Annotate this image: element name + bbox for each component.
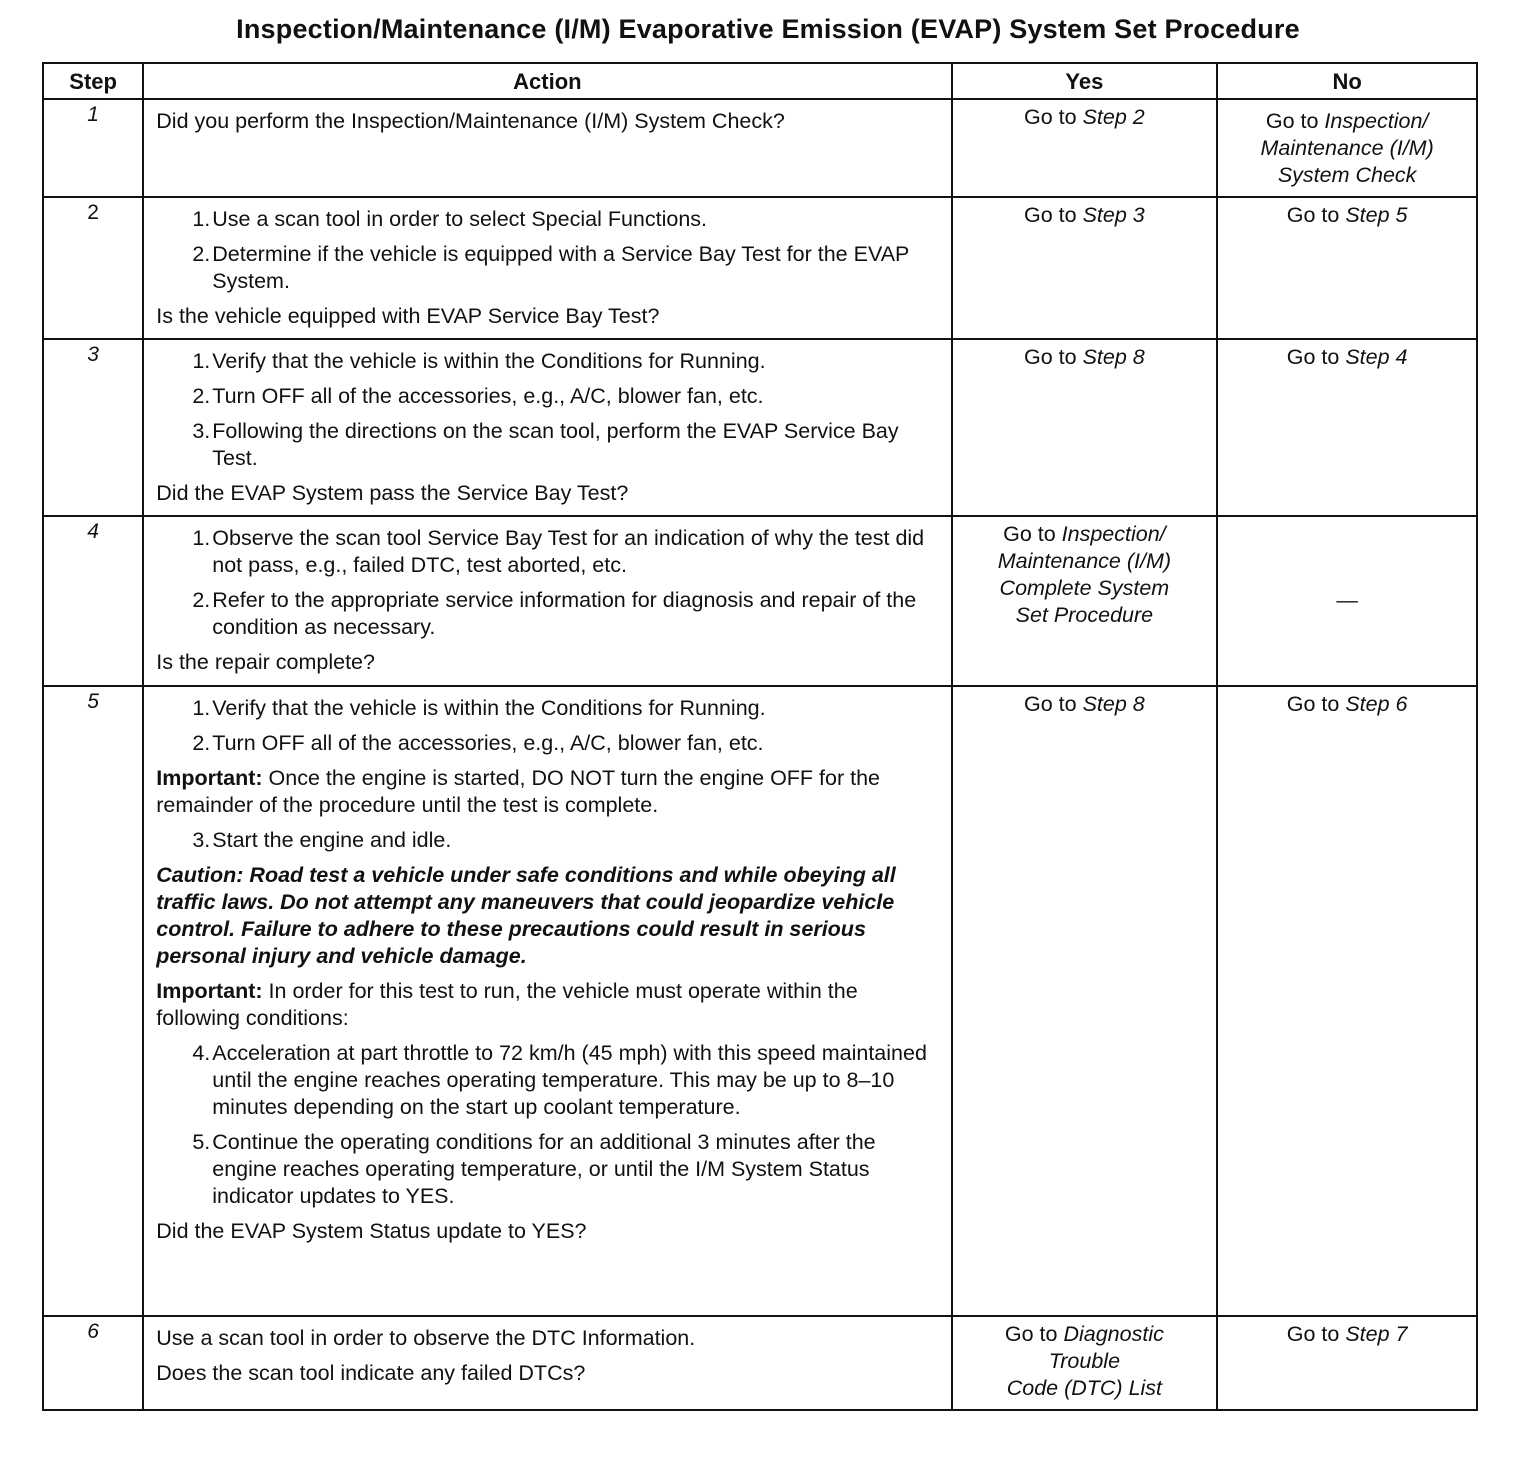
column-header-step: Step (43, 63, 143, 99)
item-text: Acceleration at part throttle to 72 km/h (45 mph) with this speed maintained until the engine reaches operating temperature. This may be up to 8–10 minutes depending on the start up coolant temperature. (212, 1041, 927, 1119)
yes-link[interactable]: Step 3 (1082, 203, 1145, 227)
action-cell (143, 197, 951, 339)
important-label: Important: (156, 979, 263, 1003)
item-text: Verify that the vehicle is within the Conditions for Running. (212, 696, 766, 720)
item-text: Determine if the vehicle is equipped with a Service Bay Test for the EVAP System. (212, 242, 909, 293)
item-text: Turn OFF all of the accessories, e.g., A/C, blower fan, etc. (212, 731, 764, 755)
action-question: Is the vehicle equipped with EVAP Service Bay Test? (156, 304, 660, 328)
item-number: 5. (192, 1130, 211, 1154)
action-text: Use a scan tool in order to observe the DTC Information. (156, 1326, 696, 1350)
item-number: 1. (192, 349, 211, 373)
no-prefix: Go to (1265, 109, 1325, 133)
no-outcome-dash: — (1336, 587, 1358, 612)
numbered-item (156, 827, 940, 854)
numbered-item (156, 241, 940, 295)
numbered-item (156, 1129, 940, 1210)
yes-cell (952, 99, 1218, 197)
step-number: 6 (43, 1316, 143, 1410)
item-number: 2. (192, 242, 211, 266)
important-note (156, 978, 940, 1032)
yes-prefix: Go to (1024, 692, 1083, 716)
yes-cell (952, 516, 1218, 686)
no-link[interactable]: Step 4 (1345, 345, 1408, 369)
item-number: 1. (192, 526, 211, 550)
action-cell (143, 339, 951, 516)
yes-prefix: Go to (1024, 105, 1083, 129)
caution-note: Caution: Road test a vehicle under safe conditions and while obeying all traffic laws. Do not attempt any maneuvers that could jeopardize vehicle control. Failure to adhere to these precautions could result in serious personal injury and vehicle damage. (156, 863, 896, 968)
no-cell (1217, 197, 1477, 339)
yes-cell (952, 197, 1218, 339)
step-number: 5 (43, 686, 143, 1316)
important-note (156, 765, 940, 819)
action-question: Did the EVAP System Status update to YES? (156, 1219, 587, 1243)
no-prefix: Go to (1286, 345, 1346, 369)
yes-link-line[interactable]: Set Procedure (1015, 603, 1154, 627)
numbered-item (156, 1040, 940, 1121)
item-number: 2. (192, 731, 211, 755)
table-row-step-6 (43, 1316, 1477, 1410)
action-cell (143, 516, 951, 686)
important-text: In order for this test to run, the vehicle must operate within the following conditions: (156, 979, 858, 1030)
column-header-no: No (1217, 63, 1477, 99)
item-number: 1. (192, 207, 211, 231)
item-number: 3. (192, 828, 211, 852)
column-header-action: Action (143, 63, 951, 99)
numbered-item (156, 587, 940, 641)
yes-link[interactable]: Step 8 (1082, 345, 1145, 369)
numbered-item (156, 383, 940, 410)
no-cell (1217, 339, 1477, 516)
numbered-item (156, 206, 940, 233)
item-text: Use a scan tool in order to select Special Functions. (212, 207, 708, 231)
item-text: Following the directions on the scan tool, perform the EVAP Service Bay Test. (212, 419, 899, 470)
numbered-item (156, 695, 940, 722)
yes-link[interactable]: Step 8 (1082, 692, 1145, 716)
table-row-step-3 (43, 339, 1477, 516)
no-link-line[interactable]: System Check (1277, 163, 1417, 187)
column-header-yes: Yes (952, 63, 1218, 99)
procedure-table (42, 62, 1478, 1411)
numbered-item (156, 348, 940, 375)
no-link[interactable]: Step 7 (1345, 1322, 1408, 1346)
no-prefix: Go to (1286, 1322, 1346, 1346)
item-number: 3. (192, 419, 211, 443)
action-cell (143, 1316, 951, 1410)
no-link[interactable]: Step 6 (1345, 692, 1408, 716)
yes-prefix: Go to (1004, 1322, 1064, 1346)
step-number: 4 (43, 516, 143, 686)
action-text: Did you perform the Inspection/Maintenance (I/M) System Check? (156, 109, 785, 133)
no-link-line[interactable]: Maintenance (I/M) (1260, 136, 1434, 160)
yes-cell (952, 686, 1218, 1316)
no-prefix: Go to (1286, 692, 1346, 716)
yes-link-line[interactable]: Inspection/ (1061, 522, 1166, 546)
item-number: 4. (192, 1041, 211, 1065)
numbered-item (156, 730, 940, 757)
yes-link-line[interactable]: Code (DTC) List (1006, 1376, 1163, 1400)
no-cell (1217, 516, 1477, 686)
item-text: Observe the scan tool Service Bay Test for an indication of why the test did not pass, e.g., failed DTC, test aborted, etc. (212, 526, 925, 577)
no-link-line[interactable]: Inspection/ (1324, 109, 1429, 133)
item-text: Continue the operating conditions for an additional 3 minutes after the engine reaches operating temperature, or until the I/M System Status indicator updates to YES. (212, 1130, 876, 1208)
step-number: 2 (43, 197, 143, 339)
yes-prefix: Go to (1003, 522, 1062, 546)
step-number: 1 (43, 99, 143, 197)
no-cell (1217, 686, 1477, 1316)
action-cell (143, 99, 951, 197)
item-number: 2. (192, 384, 211, 408)
yes-link-line[interactable]: Diagnostic (1063, 1322, 1164, 1346)
action-question: Did the EVAP System pass the Service Bay Test? (156, 481, 629, 505)
no-link[interactable]: Step 5 (1345, 203, 1408, 227)
page-title: Inspection/Maintenance (I/M) Evaporative Emission (EVAP) System Set Procedure (236, 14, 1300, 44)
item-text: Refer to the appropriate service information for diagnosis and repair of the condition as necessary. (212, 588, 917, 639)
yes-link-line[interactable]: Trouble (1048, 1349, 1121, 1373)
no-cell (1217, 1316, 1477, 1410)
item-number: 2. (192, 588, 211, 612)
no-cell (1217, 99, 1477, 197)
table-row-step-4 (43, 516, 1477, 686)
action-question: Does the scan tool indicate any failed DTCs? (156, 1361, 586, 1385)
yes-prefix: Go to (1024, 203, 1083, 227)
yes-link-line[interactable]: Maintenance (I/M) (997, 549, 1172, 573)
action-question: Is the repair complete? (156, 650, 375, 674)
yes-cell (952, 1316, 1218, 1410)
yes-cell (952, 339, 1218, 516)
numbered-item (156, 525, 940, 579)
table-row-step-2 (43, 197, 1477, 339)
table-header-row (43, 63, 1477, 99)
numbered-item (156, 418, 940, 472)
important-text: Once the engine is started, DO NOT turn the engine OFF for the remainder of the procedure until the test is complete. (156, 766, 880, 817)
table-row-step-5 (43, 686, 1477, 1316)
yes-link-line[interactable]: Complete System (999, 576, 1170, 600)
item-number: 1. (192, 696, 211, 720)
action-cell (143, 686, 951, 1316)
yes-link[interactable]: Step 2 (1082, 105, 1145, 129)
item-text: Start the engine and idle. (212, 828, 452, 852)
step-number: 3 (43, 339, 143, 516)
no-prefix: Go to (1286, 203, 1346, 227)
yes-prefix: Go to (1024, 345, 1083, 369)
table-row-step-1 (43, 99, 1477, 197)
item-text: Turn OFF all of the accessories, e.g., A/C, blower fan, etc. (212, 384, 764, 408)
important-label: Important: (156, 766, 263, 790)
item-text: Verify that the vehicle is within the Conditions for Running. (212, 349, 766, 373)
